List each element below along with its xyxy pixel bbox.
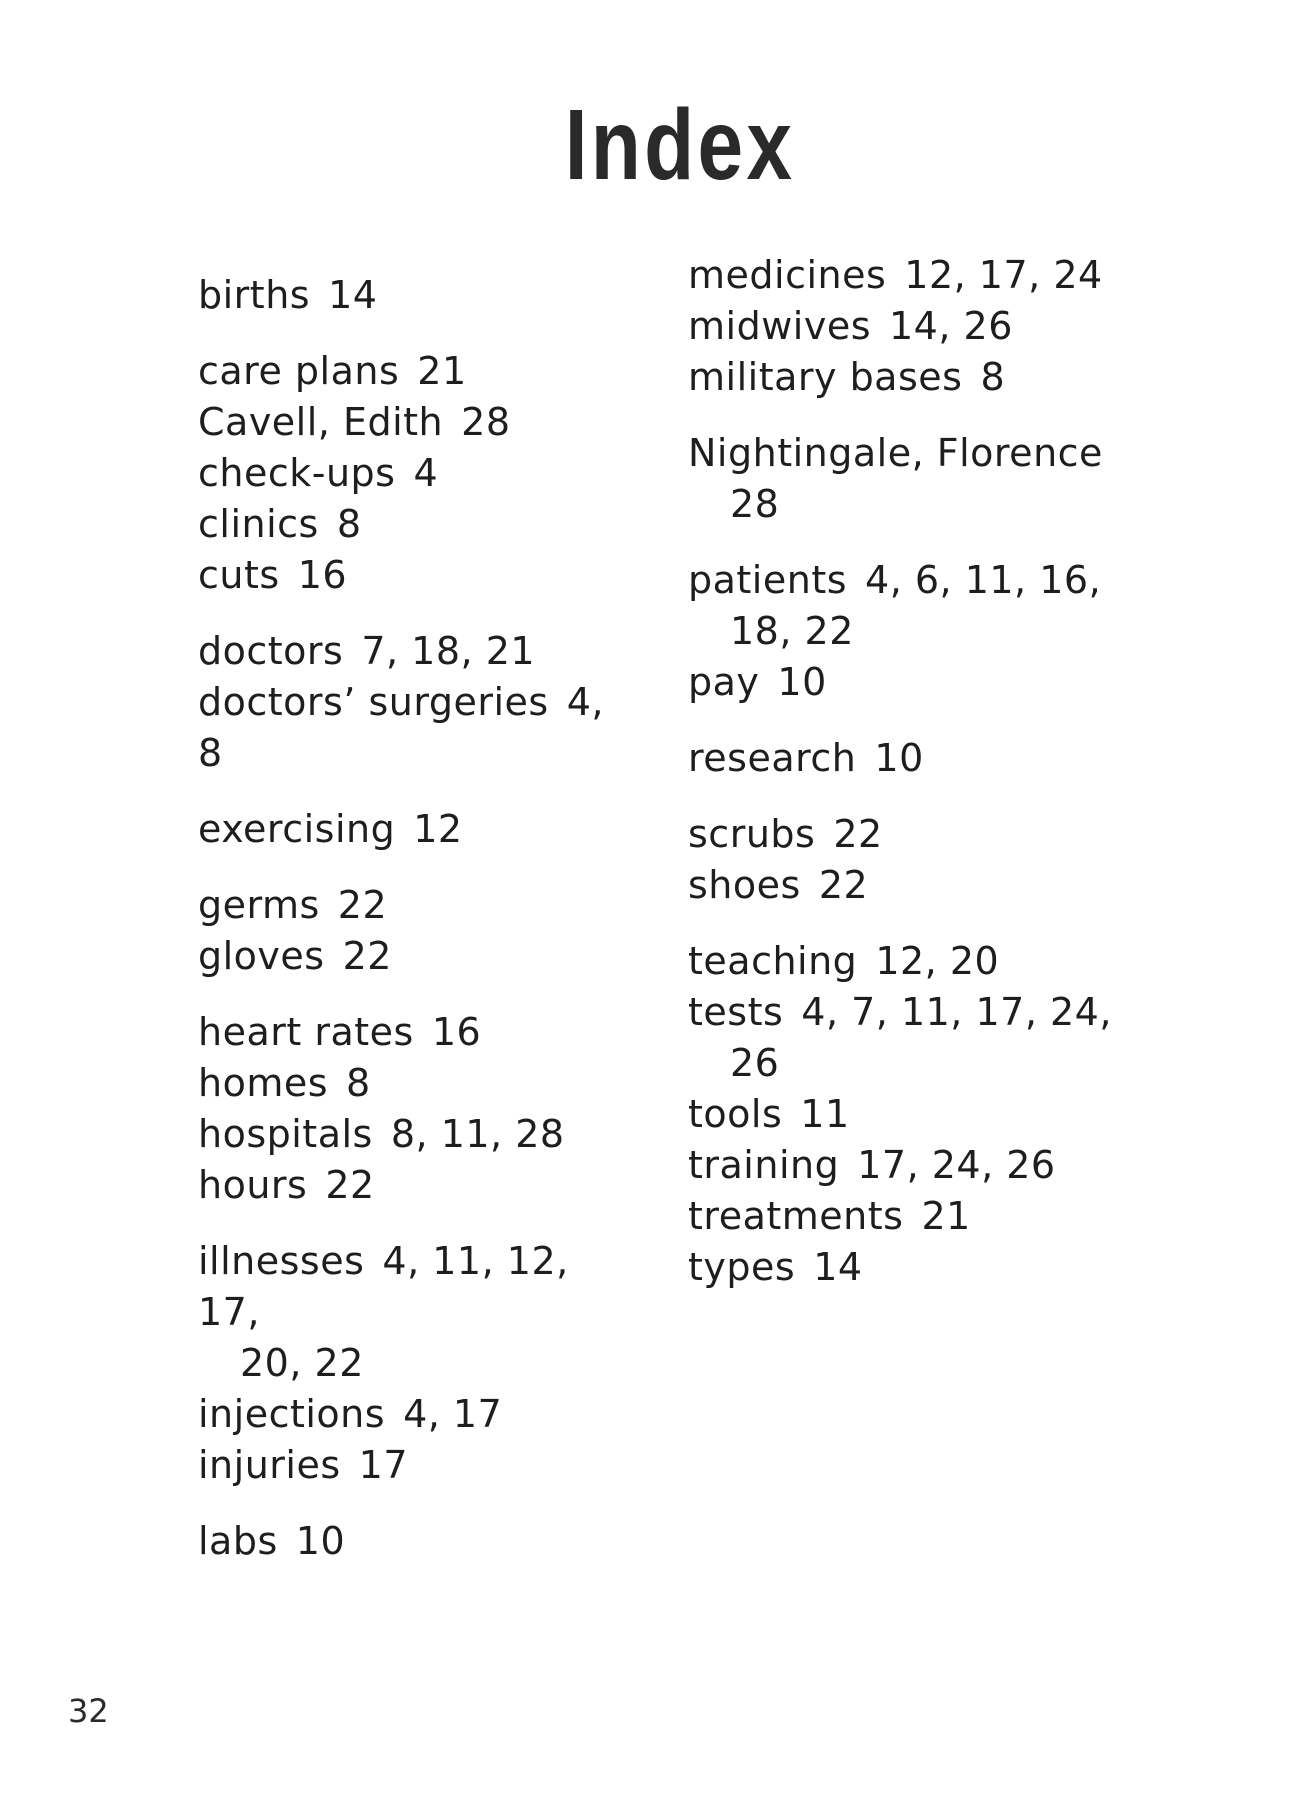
index-term: types	[688, 1245, 796, 1289]
index-entry	[688, 860, 1128, 911]
index-page-refs: 14	[813, 1245, 863, 1289]
index-term: homes	[198, 1061, 329, 1105]
index-group	[198, 880, 638, 982]
index-term: doctors	[198, 629, 344, 673]
index-group	[688, 733, 1128, 784]
index-entry	[198, 1440, 638, 1491]
index-entry	[198, 448, 638, 499]
index-page-refs: 12, 20	[875, 939, 1000, 983]
index-term: research	[688, 736, 857, 780]
index-column-right	[688, 250, 1128, 1318]
index-page-refs: 4	[413, 451, 439, 495]
index-term: medicines	[688, 253, 887, 297]
index-page-refs: 22	[337, 883, 388, 927]
index-entry	[198, 1389, 638, 1440]
index-term: Cavell, Edith	[198, 400, 444, 444]
index-term: heart rates	[198, 1010, 414, 1054]
index-entry	[198, 626, 638, 677]
index-group	[688, 428, 1128, 530]
index-page-refs: 4, 6, 11, 16,	[865, 558, 1102, 602]
index-entry	[688, 987, 1128, 1089]
index-term: care plans	[198, 349, 400, 393]
index-page-refs: 22	[342, 934, 392, 978]
index-entry	[198, 346, 638, 397]
index-entry	[688, 555, 1128, 657]
index-entry	[198, 270, 638, 321]
index-term: cuts	[198, 553, 280, 597]
index-page-refs: 21	[417, 349, 467, 393]
index-page-refs: 7, 18, 21	[361, 629, 536, 673]
index-term: teaching	[688, 939, 858, 983]
index-entry	[688, 809, 1128, 860]
index-term: tests	[688, 990, 784, 1034]
index-term: injections	[198, 1392, 386, 1436]
index-group	[688, 555, 1128, 708]
index-page-refs: 17	[358, 1443, 408, 1487]
index-page-refs: 14	[328, 273, 378, 317]
index-term: pay	[688, 660, 760, 704]
index-group	[688, 936, 1128, 1293]
index-term: hours	[198, 1163, 308, 1207]
index-page-refs: 12	[413, 807, 463, 851]
index-page-refs: 22	[833, 812, 883, 856]
index-page-refs: 4, 8	[198, 680, 604, 775]
index-page-refs: 16	[297, 553, 348, 597]
index-page-refs: 4, 11, 12, 17,	[198, 1239, 569, 1334]
index-entry	[688, 352, 1128, 403]
index-term: shoes	[688, 863, 801, 907]
index-group	[688, 250, 1128, 403]
index-entry	[688, 733, 1128, 784]
index-term: Nightingale, Florence	[688, 431, 1103, 475]
index-entry	[688, 1140, 1128, 1191]
index-term: clinics	[198, 502, 319, 546]
index-entry	[688, 1191, 1128, 1242]
index-term: check-ups	[198, 451, 396, 495]
index-page-refs: 22	[818, 863, 869, 907]
index-entry	[198, 1516, 638, 1567]
index-term: illnesses	[198, 1239, 365, 1283]
index-column-left	[198, 270, 638, 1592]
index-entry	[198, 550, 638, 601]
index-term: injuries	[198, 1443, 341, 1487]
index-entry	[198, 931, 638, 982]
index-page-refs-continued: 20, 22	[240, 1341, 364, 1385]
index-term: exercising	[198, 807, 396, 851]
index-term: treatments	[688, 1194, 904, 1238]
index-page-refs-continued: 26	[730, 1041, 780, 1085]
index-page-refs: 8	[336, 502, 362, 546]
index-group	[198, 626, 638, 779]
index-page-refs: 4, 17	[403, 1392, 503, 1436]
index-term: hospitals	[198, 1112, 373, 1156]
index-page-refs: 8	[980, 355, 1006, 399]
index-entry	[198, 804, 638, 855]
index-term: germs	[198, 883, 320, 927]
index-group	[198, 346, 638, 601]
index-term: midwives	[688, 304, 871, 348]
index-entry	[198, 1160, 638, 1211]
index-term: labs	[198, 1519, 278, 1563]
index-term: tools	[688, 1092, 783, 1136]
index-group	[198, 1516, 638, 1567]
index-page-refs: 4, 7, 11, 17, 24,	[801, 990, 1112, 1034]
index-page-refs: 22	[325, 1163, 375, 1207]
index-page-refs-continued: 18, 22	[730, 609, 854, 653]
index-entry	[688, 657, 1128, 708]
index-term: patients	[688, 558, 848, 602]
index-entry	[198, 1007, 638, 1058]
index-term: births	[198, 273, 311, 317]
index-page-refs: 8	[346, 1061, 371, 1105]
index-page-refs: 21	[921, 1194, 971, 1238]
index-term: gloves	[198, 934, 325, 978]
index-group	[198, 1236, 638, 1491]
index-group	[198, 804, 638, 855]
index-entry	[198, 880, 638, 931]
index-entry	[688, 428, 1128, 530]
index-page-refs: 10	[874, 736, 924, 780]
index-term: military bases	[688, 355, 963, 399]
index-page-refs: 16	[431, 1010, 482, 1054]
index-entry	[198, 1236, 638, 1389]
index-entry	[198, 677, 638, 779]
page-number: 32	[68, 1692, 109, 1730]
index-page-refs: 10	[777, 660, 827, 704]
page-title: Index	[564, 89, 796, 201]
index-entry	[688, 301, 1128, 352]
index-page-refs: 11	[800, 1092, 850, 1136]
index-page-refs: 8, 11, 28	[390, 1112, 565, 1156]
index-page-refs-continued: 28	[730, 482, 780, 526]
index-page-refs: 12, 17, 24	[904, 253, 1103, 297]
index-group	[198, 1007, 638, 1211]
index-page-refs: 10	[295, 1519, 346, 1563]
index-entry	[198, 1109, 638, 1160]
index-entry	[198, 499, 638, 550]
index-entry	[198, 397, 638, 448]
index-group	[198, 270, 638, 321]
index-group	[688, 809, 1128, 911]
index-term: scrubs	[688, 812, 816, 856]
index-entry	[688, 936, 1128, 987]
index-page-refs: 28	[461, 400, 511, 444]
index-page-refs: 17, 24, 26	[857, 1143, 1056, 1187]
index-term: doctors’ surgeries	[198, 680, 549, 724]
index-entry	[688, 250, 1128, 301]
index-entry	[198, 1058, 638, 1109]
index-entry	[688, 1089, 1128, 1140]
index-term: training	[688, 1143, 840, 1187]
index-page-refs: 14, 26	[889, 304, 1013, 348]
index-entry	[688, 1242, 1128, 1293]
